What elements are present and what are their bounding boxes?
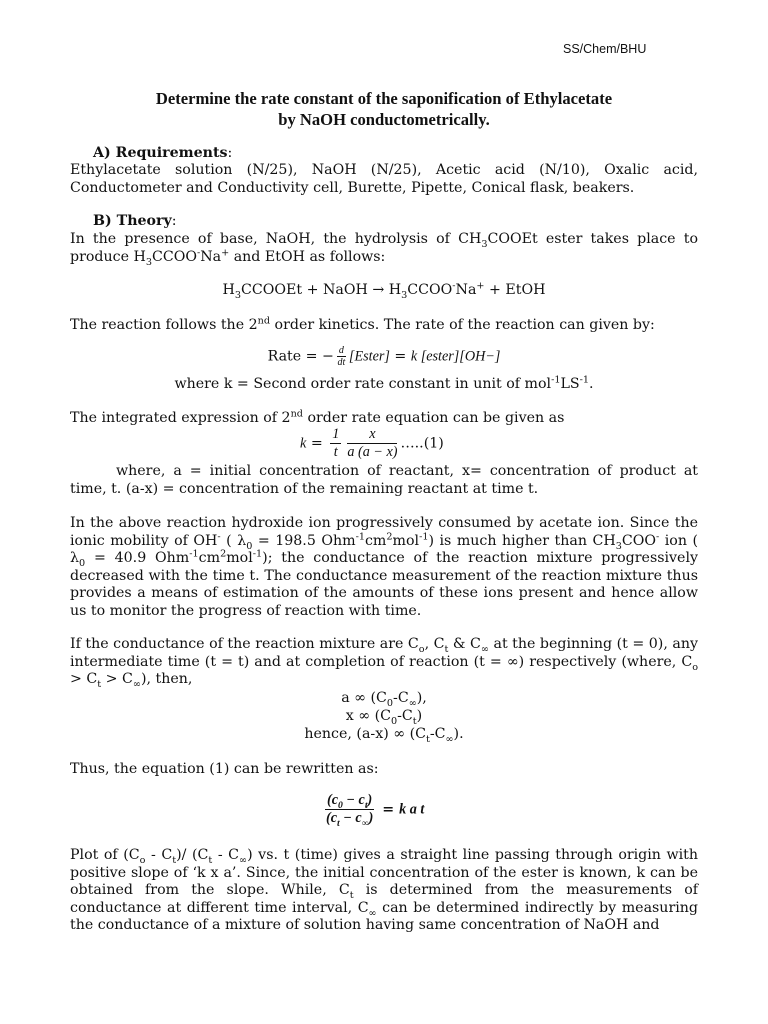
page-title <box>40 88 728 130</box>
reaction-equation: $H_3CCOOEt$ + NaOH → $H_3CCOO^-Na^+$ + EtOH <box>222 280 546 301</box>
where-definitions: where, a = initial concentration of reactant, x= concentration of product at time, t. (a-x) = concentration of the remaining reactant at time t. <box>70 463 698 497</box>
proportional-line-2: x ∞ $(C_0-C_t)$ <box>345 708 423 727</box>
proportional-line-1: a ∞ $(C_0-C_\infty)$, <box>341 690 427 709</box>
integrated-equation: k = $\frac{1}{t}$ $\frac{x}{a (a - x)}$ …..(1) <box>300 426 444 460</box>
thus-text: Thus, the equation (1) can be rewritten as: <box>70 761 379 777</box>
kinetics-text: The reaction follows the 2nd order kinetics. The rate of the reaction can given by: <box>70 315 655 333</box>
rate-equation: Rate = − $\frac{d}{dt}$ [Ester] = k [ester][OH−] <box>267 345 501 368</box>
title-line-1: Determine the rate constant of the saponification of Ethylacetate <box>155 89 613 108</box>
theory-heading: B) Theory: <box>93 213 177 229</box>
conductance-paragraph: If the conductance of the reaction mixture are $C_o$, $C_t$ & $C_\infty$ at the beginning (t = 0), any intermediate time (t = t) and at completion of reaction (t = ∞) respectively (where, $C_o > C_t > C_\infty$), then, <box>70 636 698 690</box>
requirements-text: Ethylacetate solution (N/25), NaOH (N/25), Acetic acid (N/10), Oxalic acid, Conductometer and Conductivity cell, Burette, Pipette, Conical flask, beakers. <box>70 162 698 196</box>
proportional-line-3: hence, (a-x) ∞ $(C_t-C_\infty)$. <box>304 726 464 745</box>
page-header: SS/Chem/BHU <box>563 42 647 56</box>
requirements-heading: A) Requirements: <box>93 145 233 161</box>
rate-constant-definition: where k = Second order rate constant in unit of $mol^{-1}LS^{-1}$. <box>174 374 594 392</box>
rewritten-equation: $\frac{(c_0 - c_t)}{(c_t - c_\infty)}$ = k a t <box>325 792 425 829</box>
theory-intro: In the presence of base, NaOH, the hydrolysis of $CH_3COOEt$ ester takes place to produce $H_3CCOO^-Na^+$ and EtOH as follows: <box>70 231 698 268</box>
plot-paragraph: Plot of $(C_o - C_t)/$ $(C_t - C_\infty)$ vs. t (time) gives a straight line passing through origin with positive slope of ‘k x a’. Since, the initial concentration of the ester is known, k can be obtained from the slope. While, $C_t$ is determined from the measurements of conductance at different time interval, $C_\infty$ can be determined indirectly by measuring the conductance of a mixture of solution having same concentration of NaOH and <box>70 847 699 933</box>
integrated-text: The integrated expression of 2nd order rate equation can be given as <box>70 408 565 426</box>
ionic-mobility-paragraph: In the above reaction hydroxide ion progressively consumed by acetate ion. Since the ionic mobility of OH- ( $\lambda_0 = 198.5$ $Ohm^{-1}cm^2mol^{-1}$) is much higher than $CH_3COO^-$ ion ( $\lambda_0 = 40.9$ $Ohm^{-1}cm^2mol^{-1}$); the conductance of the reaction mixture progressively decreased with the time t. The conductance measurement of the reaction mixture thus provides a means of estimation of the amounts of these ions present and hence allow us to monitor the progress of reaction with time. <box>70 515 699 619</box>
equation-number: …..(1) <box>400 435 444 452</box>
title-line-2: by NaOH conductometrically. <box>278 110 490 129</box>
